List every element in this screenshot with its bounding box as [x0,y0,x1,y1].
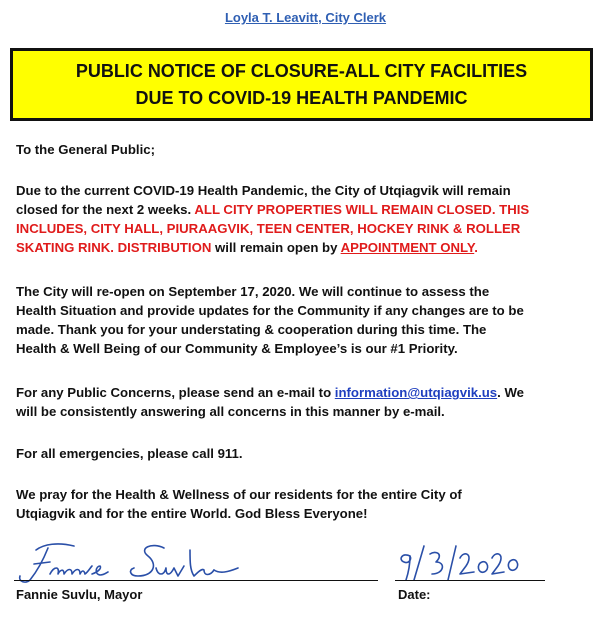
email-link[interactable]: information@utqiagvik.us [334,385,498,400]
banner-title-line-2: DUE TO COVID-19 HEALTH PANDEMIC [135,87,468,108]
paragraph-concerns [16,383,596,421]
paragraph-prayer [16,485,596,523]
paragraph-concerns-line-1 [16,383,596,402]
date-label: Date: [398,587,431,602]
mayor-name-label: Fannie Suvlu, Mayor [16,587,143,602]
paragraph-concerns-line-2: will be consistently answering all concerns in this manner by e-mail. [16,404,445,419]
city-clerk-header: Loyla T. Leavitt, City Clerk [224,10,387,25]
remain-open-text: will remain open by [215,240,338,255]
paragraph-prayer-line-1: We pray for the Health & Wellness of our residents for the entire City of [16,487,462,502]
paragraph-reopen [16,282,596,358]
concerns-text-end: . We [497,385,524,400]
paragraph-closure-line-4 [16,238,596,257]
handwritten-date [394,542,524,584]
paragraph-reopen-line-3: made. Thank you for your understating & cooperation during this time. The [16,322,487,337]
closure-warning-text: ALL CITY PROPERTIES WILL REMAIN CLOSED. THIS [194,202,530,217]
paragraph-emergencies: For all emergencies, please call 911. [16,446,243,461]
paragraph-reopen-line-4: Health & Well Being of our Community & Employee’s is our #1 Priority. [16,341,458,356]
closure-notice-banner [10,48,593,121]
closure-period: . [474,240,478,255]
paragraph-reopen-line-1: The City will re-open on September 17, 2020. We will continue to assess the [16,284,490,299]
date-signature-line [395,580,545,581]
appointment-only-text: APPOINTMENT ONLY [340,240,475,255]
paragraph-closure-line-2 [16,200,596,219]
mayor-signature [14,538,244,586]
closure-duration-text: closed for the next 2 weeks. [16,202,192,217]
concerns-text: For any Public Concerns, please send an e-mail to [16,385,332,400]
salutation: To the General Public; [16,142,155,157]
paragraph-closure-line-1: Due to the current COVID-19 Health Pandemic, the City of Utqiagvik will remain [16,183,511,198]
banner-title-line-1: PUBLIC NOTICE OF CLOSURE-ALL CITY FACILITIES [75,60,528,81]
distribution-text: SKATING RINK. DISTRIBUTION [16,240,212,255]
paragraph-reopen-line-2: Health Situation and provide updates for the Community if any changes are to be [16,303,524,318]
closed-facilities-list: INCLUDES, CITY HALL, PIURAAGVIK, TEEN CENTER, HOCKEY RINK & ROLLER [16,221,521,236]
paragraph-closure [16,181,596,257]
mayor-signature-line [14,580,378,581]
paragraph-prayer-line-2: Utqiagvik and for the entire World. God Bless Everyone! [16,506,368,521]
